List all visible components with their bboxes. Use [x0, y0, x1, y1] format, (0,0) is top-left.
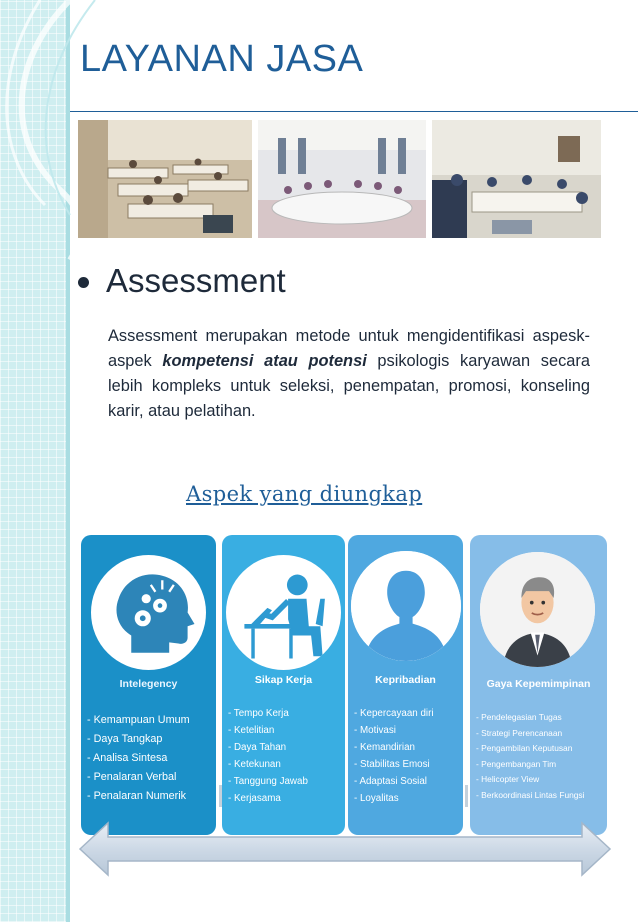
emphasis-text: kompetensi atau potensi: [162, 352, 367, 370]
card-gaya-kepemimpinan: [470, 535, 607, 835]
list-item: - Tempo Kerja: [228, 708, 289, 719]
businessman-icon: [480, 552, 595, 667]
list-item: - Strategi Perencanaan: [476, 727, 563, 738]
list-item: - Tanggung Jawab: [228, 776, 308, 787]
list-item: - Pendelegasian Tugas: [476, 712, 562, 722]
card-kepribadian: [348, 535, 463, 835]
card-intelegency: [81, 535, 216, 835]
card-title: Sikap Kerja: [254, 674, 313, 686]
list-item: - Penalaran Verbal: [87, 771, 177, 783]
list-item: - Ketelitian: [228, 725, 275, 736]
list-item: - Penalaran Numerik: [87, 790, 187, 802]
list-item: - Stabilitas Emosi: [354, 759, 430, 770]
list-item: - Analisa Sintesa: [87, 752, 168, 764]
aspect-list: [476, 710, 584, 803]
list-item: - Pengembangan Tim: [476, 758, 557, 769]
bullet-icon: [78, 277, 89, 288]
person-silhouette-icon: [351, 551, 461, 661]
list-item: - Kemampuan Umum: [87, 714, 190, 726]
list-item: - Berkoordinasi Lintas Fungsi: [476, 789, 585, 800]
head-gears-icon: [91, 555, 206, 670]
list-item: - Helicopter View: [476, 774, 540, 784]
list-item: - Adaptasi Sosial: [354, 776, 427, 787]
title-divider: [70, 111, 638, 112]
aspect-list: [228, 705, 308, 807]
list-item: - Loyalitas: [354, 793, 399, 804]
list-item: - Pengambilan Keputusan: [476, 743, 573, 753]
description-paragraph: Assessment merupakan metode untuk mengidentifikasi aspesk-aspek kompetensi atau potensi psikologis karyawan secara lebih kompleks untuk seleksi, penempatan, promosi, konseling karir, atau pelatihan.: [108, 327, 590, 420]
meeting-room-photo: [258, 120, 426, 238]
discussion-room-photo: [432, 120, 601, 238]
page-title: LAYANAN JASA: [80, 38, 364, 80]
list-item: - Daya Tahan: [228, 742, 287, 753]
card-separator: [219, 785, 222, 807]
section-heading: Assessment: [106, 262, 286, 299]
assessment-room-photo: [78, 120, 252, 238]
list-item: - Daya Tangkap: [87, 733, 163, 745]
card-sikap-kerja: [222, 535, 345, 835]
list-item: - Ketekunan: [228, 759, 281, 770]
person-at-laptop-icon: [226, 555, 341, 670]
card-title: Kepribadian: [375, 674, 436, 686]
list-item: - Motivasi: [354, 725, 396, 736]
list-item: - Kemandirian: [354, 742, 415, 753]
aspect-list: [354, 705, 434, 807]
list-item: - Kepercayaan diri: [354, 708, 434, 719]
list-item: - Kerjasama: [228, 793, 281, 804]
aspects-subheading: Aspek yang diungkap: [186, 482, 423, 506]
aspect-list: [87, 711, 190, 806]
card-separator: [465, 785, 468, 807]
card-title: Intelegency: [119, 678, 178, 690]
card-title: Gaya Kepemimpinan: [486, 678, 591, 690]
double-headed-arrow: [78, 820, 612, 878]
